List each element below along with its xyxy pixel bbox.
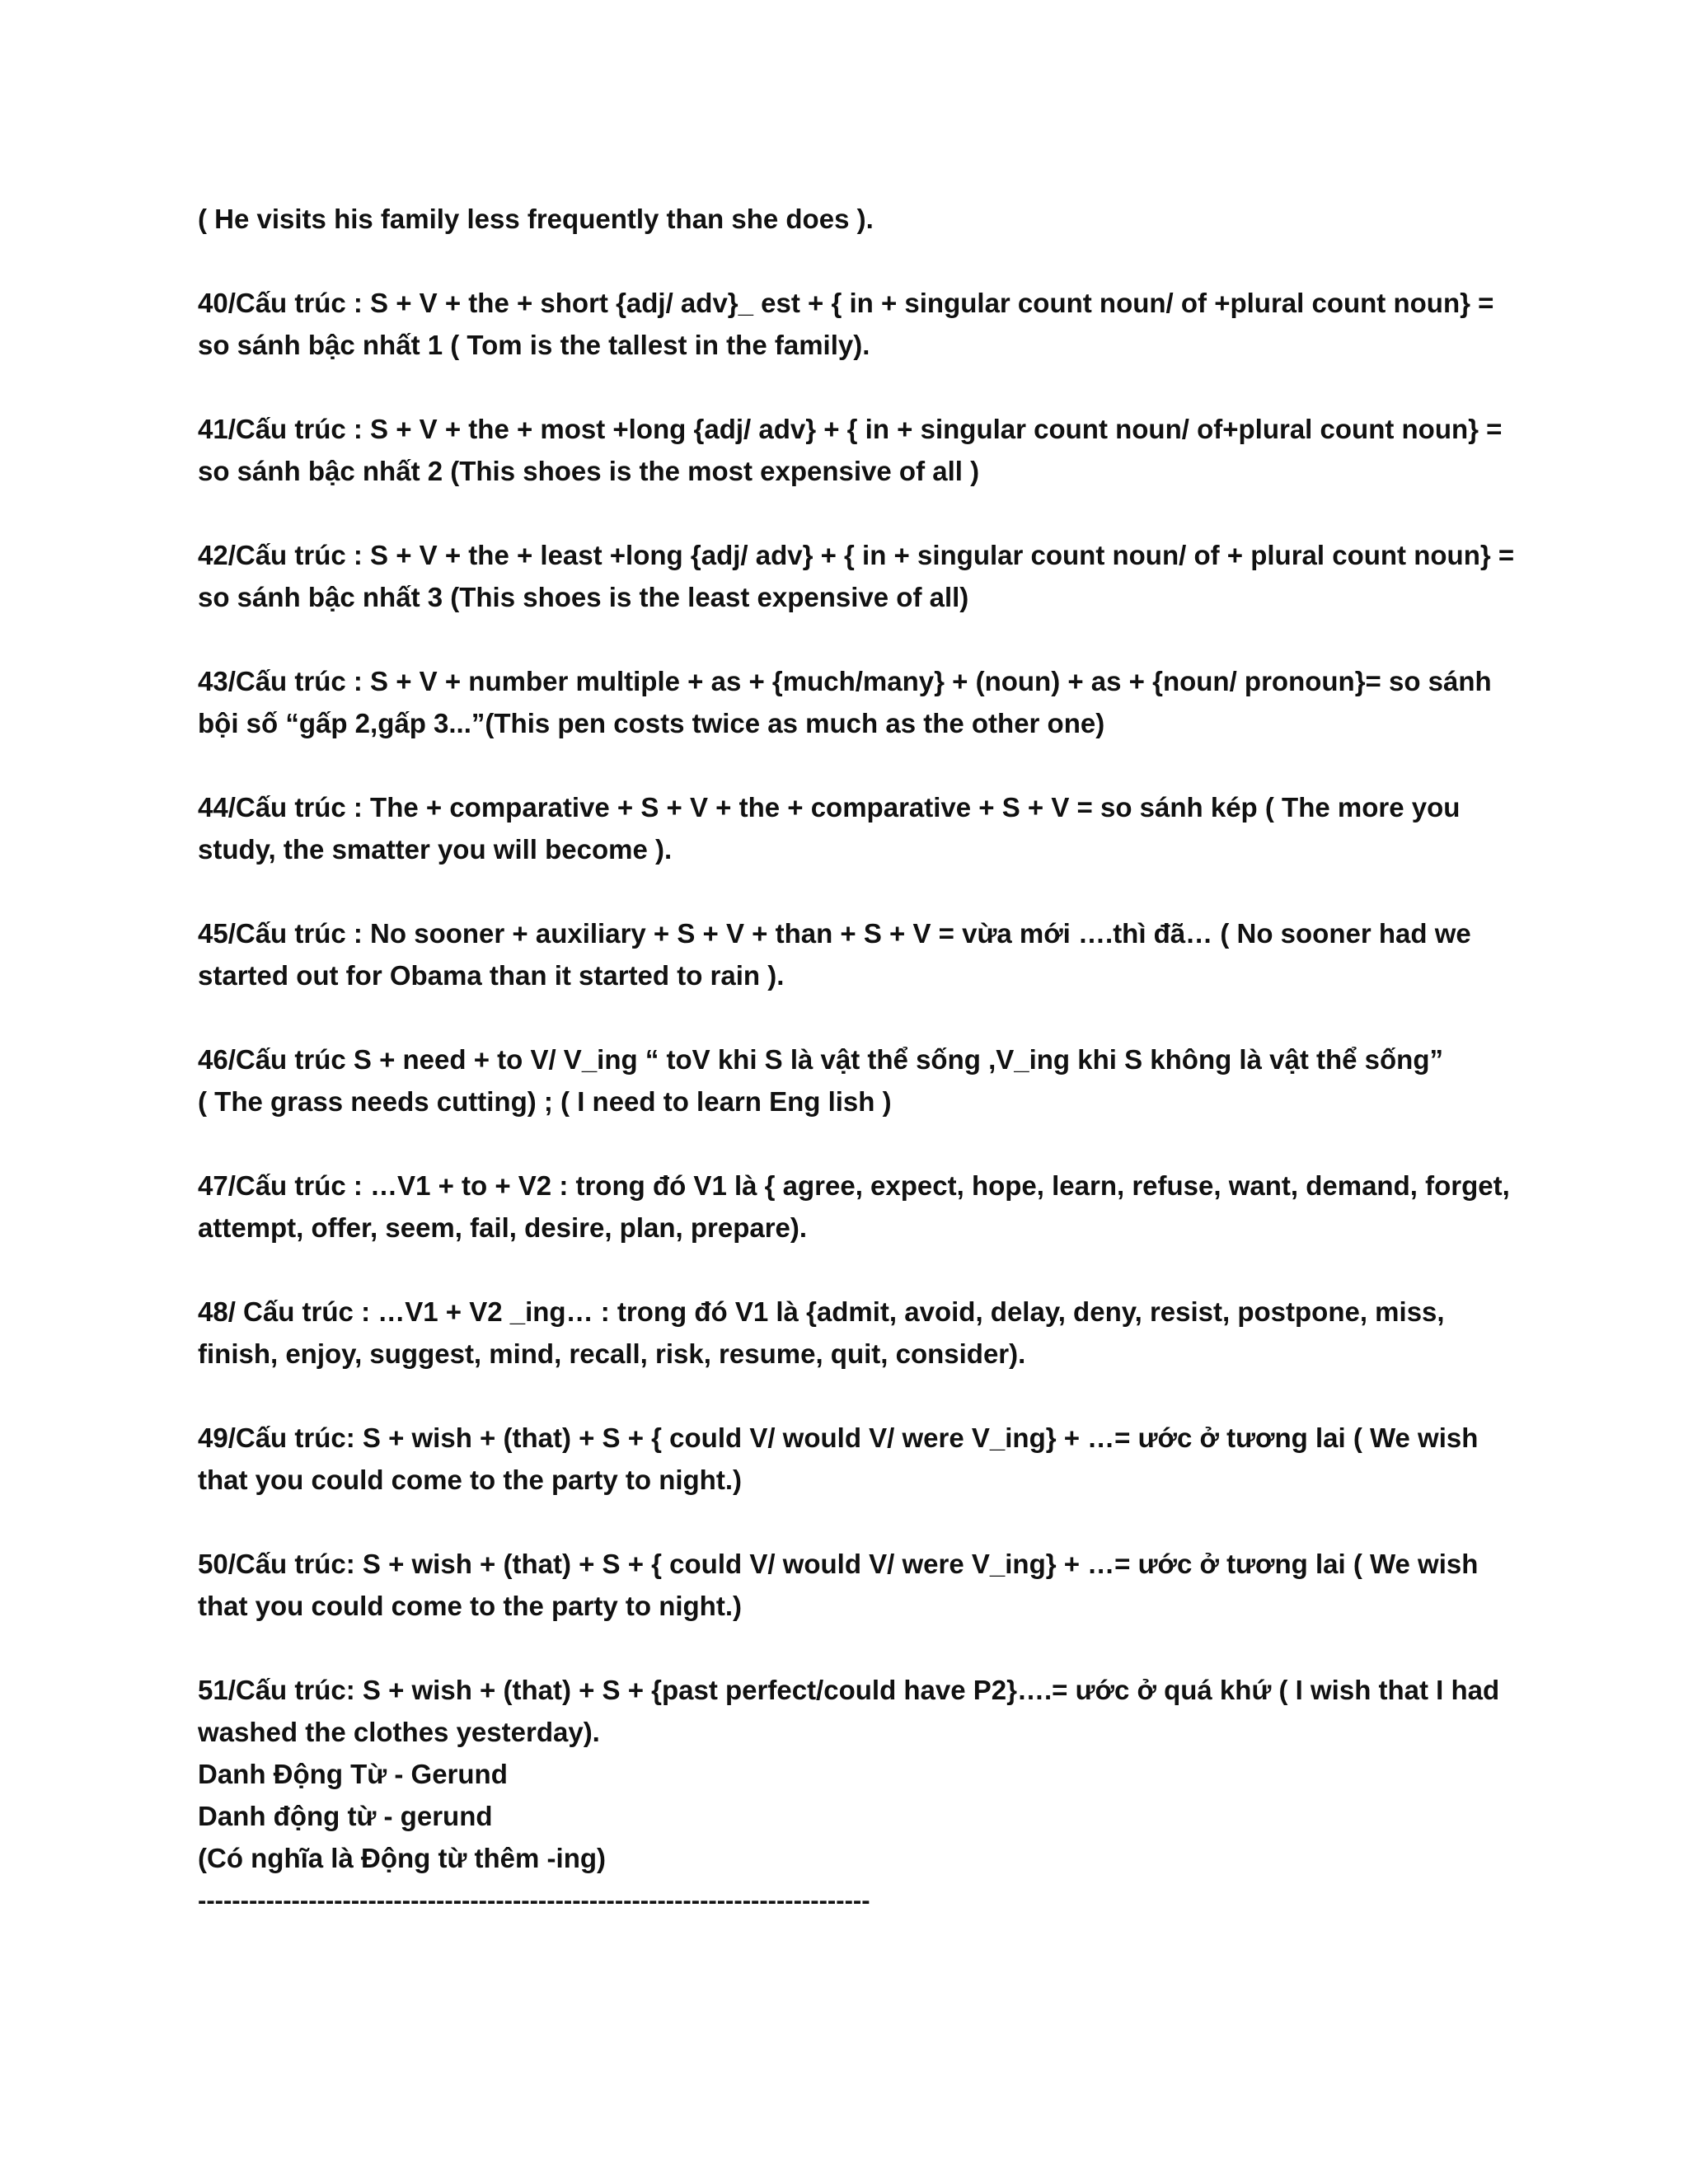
text-line: washed the clothes yesterday). bbox=[198, 1717, 600, 1747]
text-line: 45/Cấu trúc : No sooner + auxiliary + S + V + than + S + V = vừa mới ….thì đã… ( No sooner had we bbox=[198, 918, 1471, 949]
text-line: 49/Cấu trúc: S + wish + (that) + S + { could V/ would V/ were V_ing} + …= ước ở tương lai ( We wish bbox=[198, 1422, 1479, 1453]
paragraph-43 bbox=[198, 660, 1517, 744]
text-line: study, the smatter you will become ). bbox=[198, 834, 673, 865]
text-line: that you could come to the party to night.) bbox=[198, 1591, 742, 1621]
text-line: 46/Cấu trúc S + need + to V/ V_ing “ toV khi S là vật thể sống ,V_ing khi S không là vật thể sống” bbox=[198, 1044, 1443, 1075]
paragraph-intro bbox=[198, 198, 1517, 240]
paragraph-42 bbox=[198, 534, 1517, 618]
text-line: 51/Cấu trúc: S + wish + (that) + S + {past perfect/could have P2}….= ước ở quá khứ ( I wish that I had bbox=[198, 1675, 1500, 1705]
text-line: bội số “gấp 2,gấp 3...”(This pen costs twice as much as the other one) bbox=[198, 708, 1105, 738]
section-heading-gerund: Danh Động Từ - Gerund bbox=[198, 1759, 508, 1789]
paragraph-46 bbox=[198, 1038, 1517, 1122]
gerund-definition: (Có nghĩa là Động từ thêm -ing) bbox=[198, 1843, 606, 1873]
text-line: 41/Cấu trúc : S + V + the + most +long {adj/ adv} + { in + singular count noun/ of+plural count noun} = bbox=[198, 414, 1503, 444]
paragraph-45 bbox=[198, 912, 1517, 996]
paragraph-50 bbox=[198, 1543, 1517, 1627]
paragraph-51 bbox=[198, 1669, 1517, 1879]
text-line: 48/ Cấu trúc : …V1 + V2 _ing… : trong đó V1 là {admit, avoid, delay, deny, resist, postpone, miss, bbox=[198, 1296, 1445, 1327]
paragraph-44 bbox=[198, 786, 1517, 870]
text-line: 43/Cấu trúc : S + V + number multiple + as + {much/many} + (noun) + as + {noun/ pronoun}= so sánh bbox=[198, 666, 1492, 696]
text-line: ( The grass needs cutting) ; ( I need to learn Eng lish ) bbox=[198, 1086, 892, 1117]
text-line: 42/Cấu trúc : S + V + the + least +long {adj/ adv} + { in + singular count noun/ of + plural count noun} = bbox=[198, 540, 1515, 570]
text-line: ( He visits his family less frequently than she does ). bbox=[198, 204, 874, 234]
subheading-gerund: Danh động từ - gerund bbox=[198, 1801, 493, 1831]
paragraph-41 bbox=[198, 408, 1517, 492]
paragraph-47 bbox=[198, 1165, 1517, 1249]
text-line: 44/Cấu trúc : The + comparative + S + V + the + comparative + S + V = so sánh kép ( The more you bbox=[198, 792, 1461, 823]
text-line: so sánh bậc nhất 3 (This shoes is the least expensive of all) bbox=[198, 582, 969, 612]
document-body bbox=[198, 198, 1517, 1921]
text-line: 40/Cấu trúc : S + V + the + short {adj/ adv}_ est + { in + singular count noun/ of +plural count noun} = bbox=[198, 288, 1494, 318]
text-line: attempt, offer, seem, fail, desire, plan, prepare). bbox=[198, 1212, 808, 1243]
paragraph-48 bbox=[198, 1291, 1517, 1375]
text-line: finish, enjoy, suggest, mind, recall, risk, resume, quit, consider). bbox=[198, 1338, 1026, 1369]
text-line: that you could come to the party to night.) bbox=[198, 1465, 742, 1495]
dashed-separator: ------------------------------------------------------------------------------- bbox=[198, 1886, 870, 1915]
paragraph-40 bbox=[198, 282, 1517, 366]
paragraph-49 bbox=[198, 1417, 1517, 1501]
text-line: started out for Obama than it started to rain ). bbox=[198, 960, 785, 991]
text-line: so sánh bậc nhất 1 ( Tom is the tallest in the family). bbox=[198, 330, 870, 360]
text-line: 47/Cấu trúc : …V1 + to + V2 : trong đó V1 là { agree, expect, hope, learn, refuse, want, demand, forget, bbox=[198, 1170, 1510, 1201]
text-line: so sánh bậc nhất 2 (This shoes is the most expensive of all ) bbox=[198, 456, 980, 486]
text-line: 50/Cấu trúc: S + wish + (that) + S + { could V/ would V/ were V_ing} + …= ước ở tương lai ( We wish bbox=[198, 1549, 1479, 1579]
